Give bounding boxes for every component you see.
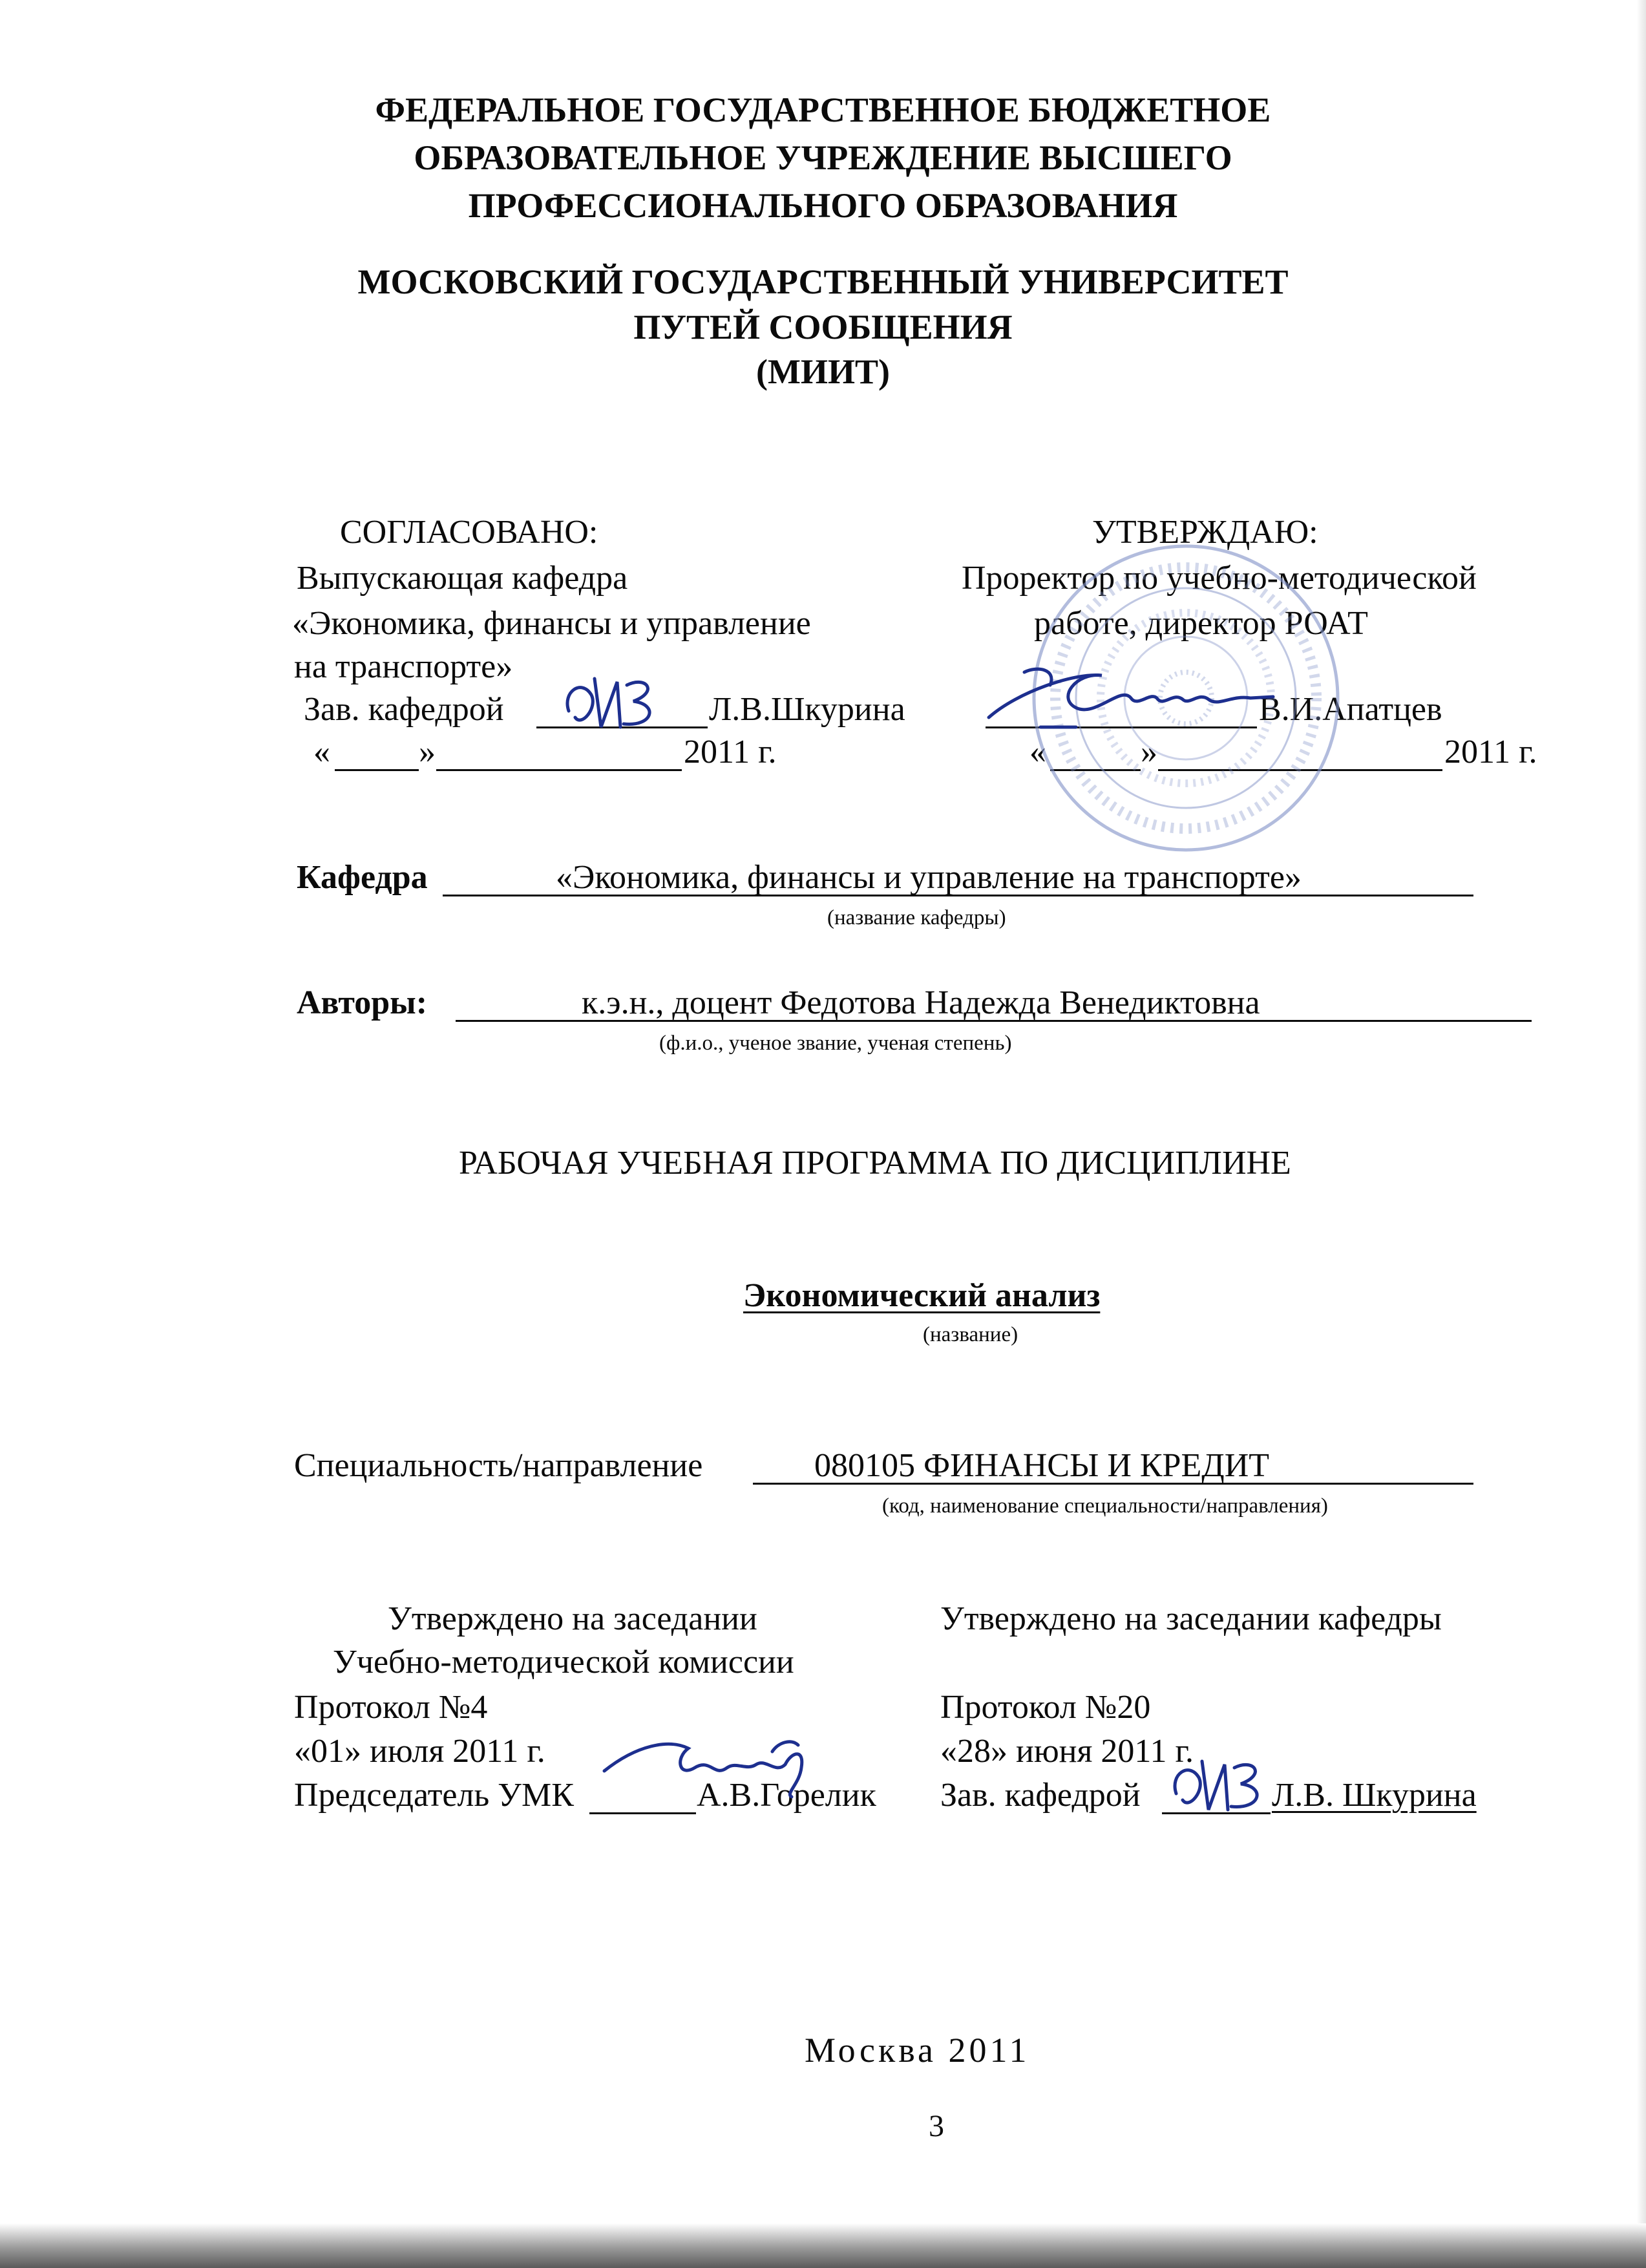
header-line-3: ПРОФЕССИОНАЛЬНОГО ОБРАЗОВАНИЯ bbox=[468, 186, 1178, 225]
agreed-line-1: Выпускающая кафедра bbox=[297, 560, 628, 597]
agreed-date-mid: » bbox=[419, 734, 436, 770]
scan-edge bbox=[1637, 0, 1646, 2268]
commission-chair-name: А.В.Горелик bbox=[697, 1777, 876, 1814]
agreed-month-line bbox=[436, 769, 682, 771]
discipline-caption: (название) bbox=[923, 1323, 1018, 1346]
authors-value: к.э.н., доцент Федотова Надежда Венедиктовна bbox=[582, 984, 1260, 1021]
commission-line-1: Утверждено на заседании bbox=[388, 1600, 757, 1637]
specialty-value: 080105 ФИНАНСЫ И КРЕДИТ bbox=[814, 1447, 1270, 1484]
agreed-signer-name: Л.В.Шкурина bbox=[709, 691, 905, 728]
approved-signer-name: В.И.Апатцев bbox=[1259, 691, 1442, 728]
agreed-day-line bbox=[335, 769, 419, 771]
commission-line-2: Учебно-методической комиссии bbox=[333, 1644, 794, 1680]
header-line-2: ОБРАЗОВАТЕЛЬНОЕ УЧРЕЖДЕНИЕ ВЫСШЕГО bbox=[414, 138, 1232, 177]
approved-date-open: « bbox=[1029, 734, 1046, 770]
department-label: Кафедра bbox=[297, 859, 428, 896]
agreed-signer-prefix: Зав. кафедрой bbox=[304, 691, 504, 728]
discipline-name: Экономический анализ bbox=[743, 1277, 1101, 1314]
agreed-line-2: «Экономика, финансы и управление bbox=[292, 605, 811, 642]
commission-signature-line bbox=[589, 1812, 696, 1814]
agreed-title: СОГЛАСОВАНО: bbox=[340, 514, 598, 551]
commission-chair-prefix: Председатель УМК bbox=[294, 1777, 574, 1814]
signature-apattsev bbox=[979, 646, 1283, 743]
commission-date: «01» июля 2011 г. bbox=[294, 1733, 545, 1770]
approved-date-year: 2011 г. bbox=[1444, 734, 1537, 770]
department-caption: (название кафедры) bbox=[827, 906, 1006, 929]
dept-meeting-line-1: Утверждено на заседании кафедры bbox=[940, 1600, 1442, 1637]
dept-meeting-date: «28» июня 2011 г. bbox=[940, 1733, 1194, 1770]
scan-shadow bbox=[0, 2223, 1646, 2268]
approved-line-1: Проректор по учебно-методической bbox=[962, 560, 1477, 597]
agreed-date-year: 2011 г. bbox=[684, 734, 777, 770]
city-year: Москва 2011 bbox=[805, 2031, 1030, 2070]
approved-line-2: работе, директор РОАТ bbox=[1034, 605, 1368, 642]
university-name-line-1: МОСКОВСКИЙ ГОСУДАРСТВЕННЫЙ УНИВЕРСИТЕТ bbox=[357, 262, 1289, 301]
specialty-label: Специальность/направление bbox=[294, 1447, 703, 1484]
approved-title: УТВЕРЖДАЮ: bbox=[1092, 514, 1318, 551]
dept-meeting-head-prefix: Зав. кафедрой bbox=[940, 1777, 1141, 1814]
commission-protocol: Протокол №4 bbox=[294, 1689, 488, 1726]
page-number: 3 bbox=[929, 2109, 944, 2143]
university-abbr: (МИИТ) bbox=[756, 352, 890, 391]
approved-date-mid: » bbox=[1141, 734, 1157, 770]
agreed-date-open: « bbox=[313, 734, 330, 770]
signature-gorelik bbox=[598, 1732, 830, 1803]
specialty-caption: (код, наименование специальности/направления) bbox=[882, 1494, 1328, 1518]
authors-label: Авторы: bbox=[297, 984, 428, 1021]
header-line-1: ФЕДЕРАЛЬНОЕ ГОСУДАРСТВЕННОЕ БЮДЖЕТНОЕ bbox=[375, 90, 1271, 129]
signature-shkurina-top bbox=[556, 666, 666, 737]
department-value: «Экономика, финансы и управление на транспорте» bbox=[556, 859, 1302, 896]
dept-meeting-protocol: Протокол №20 bbox=[940, 1689, 1151, 1726]
authors-caption: (ф.и.о., ученое звание, ученая степень) bbox=[659, 1032, 1012, 1055]
program-title: РАБОЧАЯ УЧЕБНАЯ ПРОГРАММА ПО ДИСЦИПЛИНЕ bbox=[459, 1145, 1291, 1182]
agreed-line-3: на транспорте» bbox=[294, 648, 513, 685]
university-name-line-2: ПУТЕЙ СООБЩЕНИЯ bbox=[633, 308, 1013, 346]
signature-shkurina-bottom bbox=[1163, 1748, 1280, 1819]
dept-meeting-head-name: Л.В. Шкурина bbox=[1272, 1777, 1477, 1814]
